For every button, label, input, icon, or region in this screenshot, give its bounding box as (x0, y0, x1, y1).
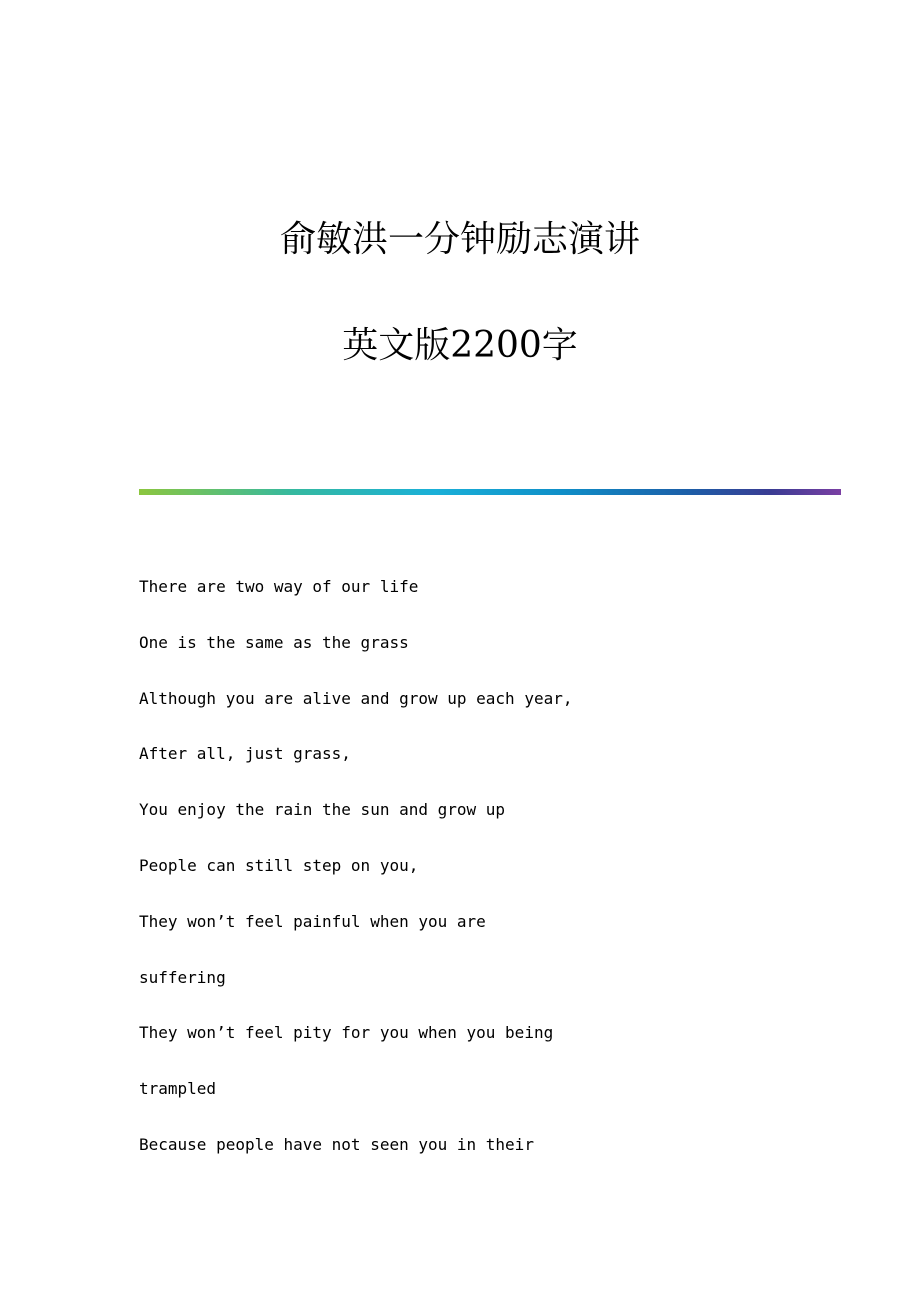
text-line: trampled (139, 1079, 217, 1099)
text-line: After all, just grass, (139, 744, 351, 764)
text-line: They won’t feel painful when you are (139, 911, 486, 931)
text-line: One is the same as the grass (139, 632, 409, 652)
text-line: suffering (139, 967, 226, 987)
gradient-divider (139, 489, 841, 495)
text-line: Because people have not seen you in their (139, 1134, 534, 1154)
text-line: There are two way of our life (139, 577, 419, 596)
text-line: People can still step on you, (139, 855, 419, 875)
document-title-line-1: 俞敏洪一分钟励志演讲 (279, 219, 640, 260)
text-line: They won’t feel pity for you when you being (139, 1023, 554, 1043)
text-line: Although you are alive and grow up each year, (139, 688, 573, 708)
body-text (139, 576, 839, 1190)
text-line: You enjoy the rain the sun and grow up (139, 800, 506, 820)
document-title-line-2: 英文版2200字 (342, 325, 578, 366)
